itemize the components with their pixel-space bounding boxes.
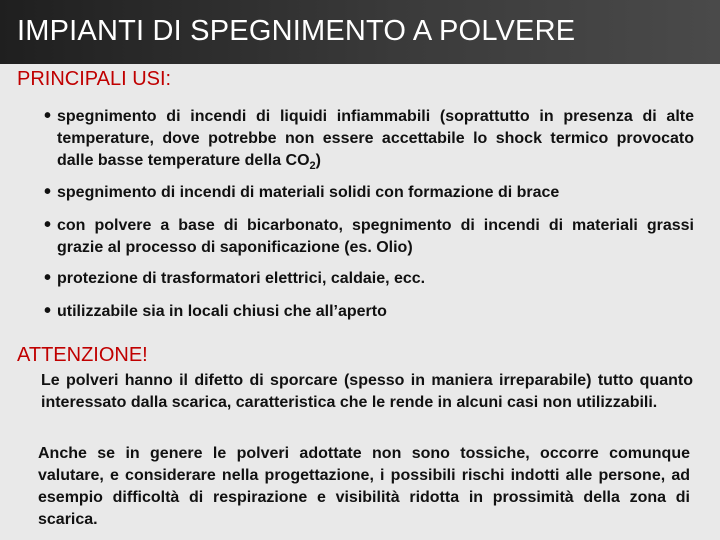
bullet-dot-icon: •	[44, 267, 52, 289]
bullet-item: • con polvere a base di bicarbonato, spegnimento di incendi di materiali grassi grazie al processo di saponificazione (es. Olio)	[44, 214, 694, 256]
bullet-item: • spegnimento di incendi di materiali solidi con formazione di brace	[44, 181, 560, 203]
section-heading-usi: PRINCIPALI USI:	[17, 68, 172, 90]
bullet-dot-icon: •	[44, 214, 52, 236]
bullet-dot-icon: •	[44, 105, 52, 127]
section-heading-attenzione: ATTENZIONE!	[17, 344, 148, 366]
bullet-item: • protezione di trasformatori elettrici, caldaie, ecc.	[44, 267, 426, 289]
warning-paragraph: Le polveri hanno il difetto di sporcare (spesso in maniera irreparabile) tutto quanto interessato dalla scarica, caratteristica che le rende in alcuni casi non utilizzabili.	[41, 372, 693, 411]
bullet-dot-icon: •	[44, 181, 52, 203]
warning-paragraph: Anche se in genere le polveri adottate non sono tossiche, occorre comunque valutare, e considerare nella progettazione, i possibili rischi indotti alle persone, ad esempio difficoltà di respirazione e visibilità ridotta in prossimità della zona di scarica.	[38, 445, 690, 528]
bullet-item: • utilizzabile sia in locali chiusi che all’aperto	[44, 300, 387, 322]
bullet-item: • spegnimento di incendi di liquidi infiammabili (soprattutto in presenza di alte temperature, dove potrebbe non essere accettabile lo shock termico provocato dalle basse temperature della $CO_2$)	[44, 105, 694, 173]
title-bar	[0, 0, 720, 64]
bullet-dot-icon: •	[44, 300, 52, 322]
slide-title: IMPIANTI DI SPEGNIMENTO A POLVERE	[17, 15, 576, 47]
